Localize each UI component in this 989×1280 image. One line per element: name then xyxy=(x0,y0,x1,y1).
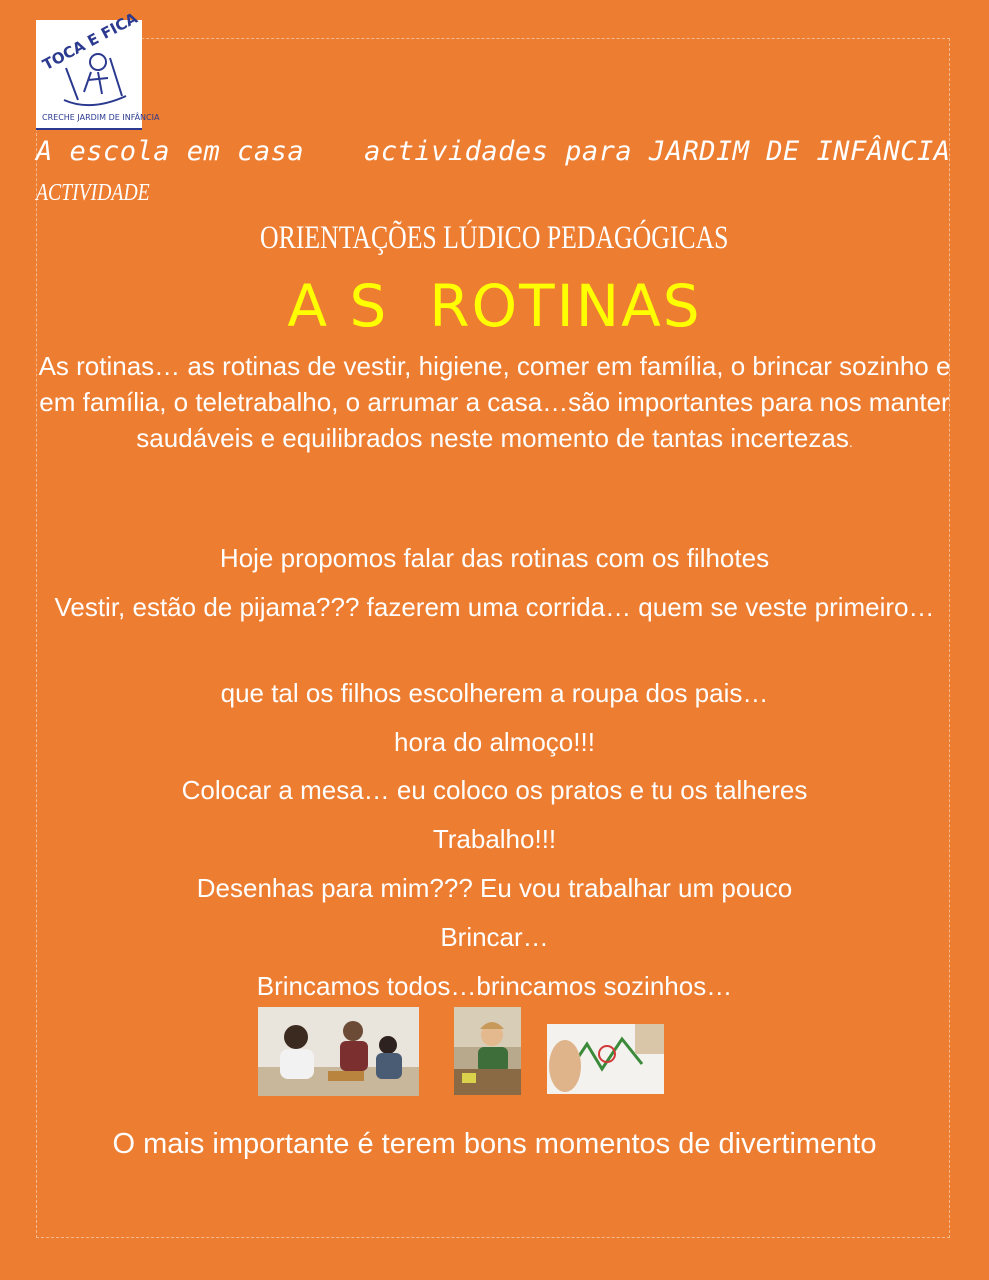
line-proposal: Hoje propomos falar das rotinas com os filhotes xyxy=(219,543,770,573)
intro-paragraph xyxy=(30,348,959,460)
school-logo xyxy=(36,8,160,130)
line-play-together: Brincamos todos…brincamos sozinhos… xyxy=(256,971,733,1001)
page-title: A S ROTINAS xyxy=(287,272,702,340)
line-dressing: Vestir, estão de pijama??? fazerem uma corrida… quem se veste primeiro… xyxy=(54,592,935,622)
intro-end: . xyxy=(848,434,853,450)
line-drawing: Desenhas para mim??? Eu vou trabalhar um pouco xyxy=(196,873,793,903)
line-work: Trabalho!!! xyxy=(432,824,557,854)
line-lunch: hora do almoço!!! xyxy=(394,727,595,757)
header-line xyxy=(36,136,951,167)
photo-child-drawing xyxy=(547,1024,664,1094)
photo-child-table xyxy=(454,1007,521,1095)
line-clothes: que tal os filhos escolherem a roupa dos pais… xyxy=(220,678,769,708)
line-play: Brincar… xyxy=(440,922,549,952)
logo-top-text: TOCA E FICA xyxy=(39,8,141,74)
subtitle-text: ORIENTAÇÕES LÚDICO PEDAGÓGICAS xyxy=(260,220,729,256)
intro-text: As rotinas… as rotinas de vestir, higiene, comer em família, o brincar sozinho e em família, o teletrabalho, o arrumar a casa…são importantes para nos manter saudáveis e equilibrados neste momento de tantas incertezas xyxy=(38,351,951,453)
logo-bottom-text: CRECHE JARDIM DE INFÂNCIA xyxy=(42,113,160,122)
activity-label: ACTIVIDADE xyxy=(36,180,150,206)
closing-message: O mais importante é terem bons momentos de divertimento xyxy=(112,1128,877,1160)
subtitle xyxy=(0,220,989,257)
header-right: actividades para JARDIM DE INFÂNCIA xyxy=(364,136,951,167)
photo-family-playing xyxy=(258,1007,419,1096)
header-left: A escola em casa xyxy=(36,136,305,167)
line-table: Colocar a mesa… eu coloco os pratos e tu os talheres xyxy=(181,775,808,805)
